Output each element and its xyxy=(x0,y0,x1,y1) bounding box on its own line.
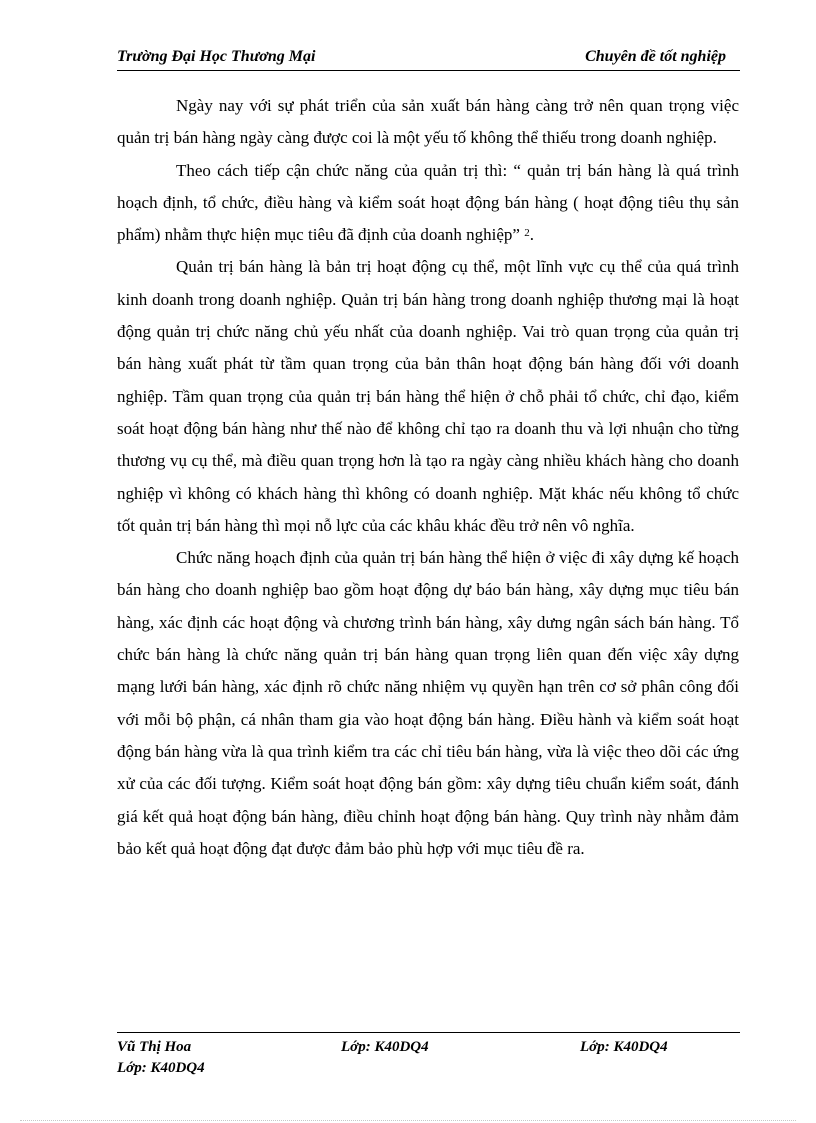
footnote-trailing-period: . xyxy=(529,225,534,245)
header-divider xyxy=(117,70,740,71)
body-paragraph-4: Chức năng hoạch định của quản trị bán hàng thể hiện ở việc đi xây dựng kế hoạch bán hàng cho doanh nghiệp bao gồm hoạt động dự báo bán hàng, xây dựng mục tiêu bán hàng, xác định các hoạt động và chương trình bán hàng, xây dưng ngân sách bán hàng. Tổ chức bán hàng là chức năng quản trị bán hàng quan trọng liên quan đến việc xây dựng mạng lưới bán hàng, xác định rõ chức năng nhiệm vụ quyền hạn trên cơ sở phân công đối với mỗi bộ phận, cá nhân tham gia vào hoạt động bán hàng. Điều hành và kiểm soát hoạt động bán hàng vừa là qua trình kiểm tra các chỉ tiêu bán hàng, vừa là việc theo dõi các ứng xử của các đối tượng. Kiểm soát hoạt động bán gồm: xây dựng tiêu chuẩn kiểm soát, đánh giá kết quả hoạt động bán hàng, điều chỉnh hoạt động bán hàng. Quy trình này nhằm đảm bảo kết quả hoạt động đạt được đảm bảo phù hợp với mục tiêu đề ra. xyxy=(117,548,739,858)
footer-class-bottom: Lớp: K40DQ4 xyxy=(117,1060,205,1076)
page-body xyxy=(117,90,739,865)
footer-author: Vũ Thị Hoa xyxy=(117,1039,192,1055)
header-school-name: Trường Đại Học Thương Mại xyxy=(117,48,316,65)
page-bottom-border xyxy=(20,1120,796,1121)
header-document-type: Chuyên đề tốt nghiệp xyxy=(585,48,726,65)
body-paragraph-3: Quản trị bán hàng là bản trị hoạt động cụ thể, một lĩnh vực cụ thể của quá trình kinh doanh trong doanh nghiệp. Quản trị bán hàng trong doanh nghiệp thương mại là hoạt động quản trị chức năng chủ yếu nhất của doanh nghiệp. Vai trò quan trọng của quản trị bán hàng xuất phát từ tầm quan trọng của bản thân hoạt động bán hàng đối với doanh nghiệp. Tầm quan trọng của quản trị bán hàng thể hiện ở chỗ phải tổ chức, chỉ đạo, kiểm soát hoạt động bán hàng như thế nào để không chỉ tạo ra doanh thu và lợi nhuận cho từng thương vụ cụ thể, mà điều quan trọng hơn là tạo ra ngày càng nhiều khách hàng cho doanh nghiệp vì không có khách hàng thì không có doanh nghiệp. Mặt khác nếu không tổ chức tốt quản trị bán hàng thì mọi nỗ lực của các khâu khác đều trở nên vô nghĩa. xyxy=(117,257,739,535)
body-paragraph-2 xyxy=(117,155,739,252)
body-paragraph-1: Ngày nay với sự phát triển của sản xuất bán hàng càng trở nên quan trọng việc quản trị bán hàng ngày càng được coi là một yếu tố không thể thiếu trong doanh nghiệp. xyxy=(117,96,739,148)
footer-class-middle: Lớp: K40DQ4 xyxy=(341,1039,429,1055)
footer-class-right: Lớp: K40DQ4 xyxy=(580,1039,668,1055)
footnote-reference: 2 xyxy=(524,227,530,240)
page-header xyxy=(117,48,740,72)
body-paragraph-2-text: Theo cách tiếp cận chức năng của quản trị thì: “ quản trị bán hàng là quá trình hoạch định, tổ chức, điều hàng và kiểm soát hoạt động bán hàng ( hoạt động tiêu thụ sản phẩm) nhằm thực hiện mục tiêu đã định của doanh nghiệp” xyxy=(117,160,739,245)
footer-divider xyxy=(117,1032,740,1033)
